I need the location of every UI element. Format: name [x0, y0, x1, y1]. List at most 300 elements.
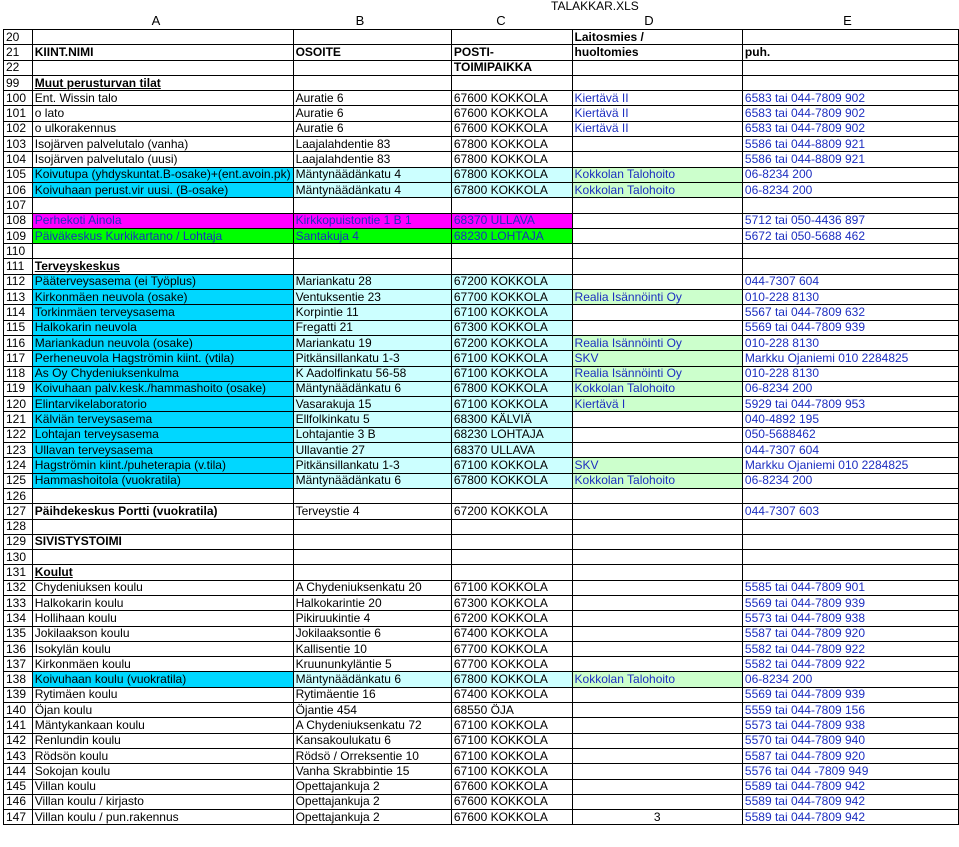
cell-c[interactable]: 67800 KOKKOLA — [451, 473, 572, 488]
cell-c[interactable]: 67600 KOKKOLA — [451, 810, 572, 825]
cell-e[interactable]: 5672 tai 050-5688 462 — [742, 228, 958, 243]
cell-a[interactable]: Rödsön koulu — [32, 748, 293, 763]
row-number[interactable]: 100 — [4, 91, 33, 106]
cell-b[interactable] — [293, 488, 451, 503]
cell-a[interactable]: Isojärven palvelutalo (uusi) — [32, 152, 293, 167]
cell-c[interactable]: 67200 KOKKOLA — [451, 504, 572, 519]
cell-e[interactable] — [742, 60, 958, 75]
cell-c[interactable]: 67400 KOKKOLA — [451, 687, 572, 702]
cell-a[interactable]: Koivuhaan perust.vir uusi. (B-osake) — [32, 182, 293, 197]
cell-c[interactable]: 67600 KOKKOLA — [451, 91, 572, 106]
cell-d[interactable] — [572, 641, 742, 656]
cell-c[interactable]: 68370 ULLAVA — [451, 213, 572, 228]
cell-d[interactable]: Kokkolan Talohoito — [572, 167, 742, 182]
cell-d[interactable] — [572, 488, 742, 503]
row-number[interactable]: 127 — [4, 504, 33, 519]
cell-b[interactable] — [293, 550, 451, 565]
row-number[interactable]: 144 — [4, 764, 33, 779]
cell-b[interactable]: Ellfolkinkatu 5 — [293, 412, 451, 427]
cell-b[interactable]: Laajalahdentie 83 — [293, 152, 451, 167]
cell-a[interactable]: Villan koulu — [32, 779, 293, 794]
cell-e[interactable]: 5559 tai 044-7809 156 — [742, 703, 958, 718]
cell-b[interactable]: K Aadolfinkatu 56-58 — [293, 366, 451, 381]
row-number[interactable]: 107 — [4, 198, 33, 213]
cell-b[interactable]: Mäntynäädänkatu 6 — [293, 672, 451, 687]
cell-e[interactable] — [742, 30, 958, 45]
cell-c[interactable]: 67100 KOKKOLA — [451, 733, 572, 748]
cell-a[interactable]: Jokilaakson koulu — [32, 626, 293, 641]
cell-b[interactable]: Ullavantie 27 — [293, 443, 451, 458]
cell-e[interactable]: 06-8234 200 — [742, 182, 958, 197]
cell-c[interactable]: 67100 KOKKOLA — [451, 718, 572, 733]
cell-e[interactable]: 5586 tai 044-8809 921 — [742, 137, 958, 152]
cell-a[interactable] — [32, 488, 293, 503]
cell-e[interactable]: 06-8234 200 — [742, 167, 958, 182]
cell-e[interactable]: 5567 tai 044-7809 632 — [742, 305, 958, 320]
cell-b[interactable] — [293, 198, 451, 213]
row-number[interactable]: 21 — [4, 45, 33, 60]
cell-c[interactable]: 67400 KOKKOLA — [451, 626, 572, 641]
cell-b[interactable]: Ventuksentie 23 — [293, 290, 451, 305]
cell-c[interactable] — [451, 565, 572, 580]
row-number[interactable]: 111 — [4, 259, 33, 274]
cell-d[interactable] — [572, 244, 742, 259]
cell-d[interactable]: Kiertävä II — [572, 121, 742, 136]
cell-e[interactable]: 5570 tai 044-7809 940 — [742, 733, 958, 748]
cell-c[interactable]: 67800 KOKKOLA — [451, 672, 572, 687]
cell-b[interactable]: Korpintie 11 — [293, 305, 451, 320]
cell-d[interactable]: Laitosmies / — [572, 30, 742, 45]
cell-a[interactable]: SIVISTYSTOIMI — [32, 534, 293, 549]
cell-e[interactable]: 06-8234 200 — [742, 381, 958, 396]
cell-d[interactable] — [572, 550, 742, 565]
cell-c[interactable] — [451, 75, 572, 90]
row-number[interactable]: 120 — [4, 397, 33, 412]
row-number[interactable]: 106 — [4, 182, 33, 197]
cell-e[interactable]: 5573 tai 044-7809 938 — [742, 611, 958, 626]
cell-c[interactable]: 67100 KOKKOLA — [451, 580, 572, 595]
cell-b[interactable]: Rödsö / Orreksentie 10 — [293, 748, 451, 763]
cell-d[interactable]: Kokkolan Talohoito — [572, 381, 742, 396]
cell-d[interactable] — [572, 75, 742, 90]
cell-d[interactable] — [572, 259, 742, 274]
cell-c[interactable]: 68230 LOHTAJA — [451, 427, 572, 442]
cell-a[interactable]: Elintarvikelaboratorio — [32, 397, 293, 412]
cell-e[interactable]: 06-8234 200 — [742, 473, 958, 488]
cell-d[interactable] — [572, 779, 742, 794]
cell-b[interactable]: Vasarakuja 15 — [293, 397, 451, 412]
row-number[interactable]: 138 — [4, 672, 33, 687]
cell-a[interactable]: o lato — [32, 106, 293, 121]
cell-a[interactable]: Lohtajan terveysasema — [32, 427, 293, 442]
cell-b[interactable] — [293, 60, 451, 75]
cell-d[interactable] — [572, 427, 742, 442]
cell-c[interactable] — [451, 534, 572, 549]
cell-e[interactable]: 5569 tai 044-7809 939 — [742, 595, 958, 610]
cell-a[interactable]: Ent. Wissin talo — [32, 91, 293, 106]
cell-a[interactable]: As Oy Chydeniuksenkulma — [32, 366, 293, 381]
cell-d[interactable] — [572, 626, 742, 641]
cell-b[interactable]: OSOITE — [293, 45, 451, 60]
cell-a[interactable]: KIINT.NIMI — [32, 45, 293, 60]
cell-d[interactable]: Kiertävä I — [572, 397, 742, 412]
row-number[interactable]: 117 — [4, 351, 33, 366]
column-header-e[interactable]: E — [843, 13, 852, 28]
cell-d[interactable]: SKV — [572, 351, 742, 366]
row-number[interactable]: 99 — [4, 75, 33, 90]
cell-a[interactable]: Rytimäen koulu — [32, 687, 293, 702]
cell-c[interactable]: 67100 KOKKOLA — [451, 351, 572, 366]
cell-a[interactable] — [32, 244, 293, 259]
cell-d[interactable] — [572, 687, 742, 702]
cell-d[interactable]: Kiertävä II — [572, 91, 742, 106]
cell-a[interactable] — [32, 198, 293, 213]
cell-b[interactable]: Mäntynäädänkatu 6 — [293, 473, 451, 488]
row-number[interactable]: 125 — [4, 473, 33, 488]
cell-b[interactable]: Kirkkopuistontie 1 B 1 — [293, 213, 451, 228]
cell-b[interactable]: Fregatti 21 — [293, 320, 451, 335]
cell-c[interactable]: 67800 KOKKOLA — [451, 152, 572, 167]
cell-b[interactable]: Opettajankuja 2 — [293, 810, 451, 825]
cell-c[interactable]: POSTI- — [451, 45, 572, 60]
row-number[interactable]: 128 — [4, 519, 33, 534]
row-number[interactable]: 121 — [4, 412, 33, 427]
cell-a[interactable]: Torkinmäen terveysasema — [32, 305, 293, 320]
cell-c[interactable]: 67100 KOKKOLA — [451, 458, 572, 473]
cell-b[interactable]: A Chydeniuksenkatu 20 — [293, 580, 451, 595]
cell-c[interactable] — [451, 488, 572, 503]
cell-d[interactable] — [572, 519, 742, 534]
row-number[interactable]: 113 — [4, 290, 33, 305]
cell-d[interactable] — [572, 228, 742, 243]
cell-e[interactable]: 6583 tai 044-7809 902 — [742, 121, 958, 136]
cell-c[interactable]: 67600 KOKKOLA — [451, 794, 572, 809]
cell-a[interactable]: Halkokarin koulu — [32, 595, 293, 610]
cell-e[interactable]: 010-228 8130 — [742, 290, 958, 305]
cell-d[interactable] — [572, 504, 742, 519]
cell-a[interactable]: Perhekoti Ainola — [32, 213, 293, 228]
cell-b[interactable]: Opettajankuja 2 — [293, 779, 451, 794]
cell-b[interactable] — [293, 244, 451, 259]
cell-a[interactable]: Chydeniuksen koulu — [32, 580, 293, 595]
row-number[interactable]: 145 — [4, 779, 33, 794]
cell-a[interactable]: Renlundin koulu — [32, 733, 293, 748]
cell-a[interactable]: Öjan koulu — [32, 703, 293, 718]
cell-e[interactable]: 5587 tai 044-7809 920 — [742, 748, 958, 763]
cell-d[interactable] — [572, 595, 742, 610]
cell-d[interactable] — [572, 565, 742, 580]
row-number[interactable]: 123 — [4, 443, 33, 458]
cell-b[interactable]: Mariankatu 28 — [293, 274, 451, 289]
cell-e[interactable]: 5582 tai 044-7809 922 — [742, 657, 958, 672]
cell-e[interactable]: 06-8234 200 — [742, 672, 958, 687]
cell-e[interactable] — [742, 244, 958, 259]
row-number[interactable]: 147 — [4, 810, 33, 825]
cell-e[interactable] — [742, 550, 958, 565]
cell-e[interactable]: 5582 tai 044-7809 922 — [742, 641, 958, 656]
cell-a[interactable]: Terveyskeskus — [32, 259, 293, 274]
cell-e[interactable]: 5586 tai 044-8809 921 — [742, 152, 958, 167]
row-number[interactable]: 114 — [4, 305, 33, 320]
row-number[interactable]: 140 — [4, 703, 33, 718]
cell-a[interactable]: Ullavan terveysasema — [32, 443, 293, 458]
cell-a[interactable]: Koulut — [32, 565, 293, 580]
cell-c[interactable]: 67800 KOKKOLA — [451, 167, 572, 182]
column-header-a[interactable]: A — [151, 13, 161, 28]
cell-e[interactable]: 5573 tai 044-7809 938 — [742, 718, 958, 733]
cell-c[interactable]: 67300 KOKKOLA — [451, 320, 572, 335]
cell-e[interactable]: Markku Ojaniemi 010 2284825 — [742, 351, 958, 366]
cell-d[interactable] — [572, 733, 742, 748]
cell-d[interactable] — [572, 152, 742, 167]
cell-d[interactable] — [572, 137, 742, 152]
row-number[interactable]: 130 — [4, 550, 33, 565]
cell-c[interactable] — [451, 30, 572, 45]
cell-a[interactable]: Villan koulu / kirjasto — [32, 794, 293, 809]
row-number[interactable]: 126 — [4, 488, 33, 503]
cell-a[interactable]: Perheneuvola Hagströmin kiint. (vtila) — [32, 351, 293, 366]
cell-d[interactable] — [572, 748, 742, 763]
cell-a[interactable]: o ulkorakennus — [32, 121, 293, 136]
cell-b[interactable]: Terveystie 4 — [293, 504, 451, 519]
cell-a[interactable]: Koivutupa (yhdyskuntat.B-osake)+(ent.avoin.pk) — [32, 167, 293, 182]
row-number[interactable]: 103 — [4, 137, 33, 152]
cell-d[interactable] — [572, 213, 742, 228]
cell-e[interactable]: 040-4892 195 — [742, 412, 958, 427]
cell-a[interactable] — [32, 550, 293, 565]
cell-b[interactable]: A Chydeniuksenkatu 72 — [293, 718, 451, 733]
cell-c[interactable]: 67600 KOKKOLA — [451, 106, 572, 121]
cell-d[interactable] — [572, 198, 742, 213]
column-header-c[interactable]: C — [496, 13, 506, 28]
cell-b[interactable]: Auratie 6 — [293, 106, 451, 121]
row-number[interactable]: 20 — [4, 30, 33, 45]
cell-c[interactable]: 67100 KOKKOLA — [451, 366, 572, 381]
cell-b[interactable]: Mariankatu 19 — [293, 335, 451, 350]
cell-c[interactable]: 67800 KOKKOLA — [451, 381, 572, 396]
cell-b[interactable]: Rytimäentie 16 — [293, 687, 451, 702]
cell-e[interactable]: 5589 tai 044-7809 942 — [742, 779, 958, 794]
cell-e[interactable] — [742, 198, 958, 213]
cell-e[interactable]: 5929 tai 044-7809 953 — [742, 397, 958, 412]
cell-d[interactable]: Kokkolan Talohoito — [572, 473, 742, 488]
cell-d[interactable]: Realia Isännöinti Oy — [572, 290, 742, 305]
cell-b[interactable]: Lohtajantie 3 B — [293, 427, 451, 442]
row-number[interactable]: 109 — [4, 228, 33, 243]
cell-a[interactable]: Pääterveysasema (ei Työplus) — [32, 274, 293, 289]
cell-d[interactable]: Kiertävä II — [572, 106, 742, 121]
row-number[interactable]: 124 — [4, 458, 33, 473]
cell-c[interactable]: 67600 KOKKOLA — [451, 779, 572, 794]
cell-e[interactable]: 5712 tai 050-4436 897 — [742, 213, 958, 228]
cell-b[interactable] — [293, 519, 451, 534]
cell-e[interactable]: 044-7307 604 — [742, 274, 958, 289]
row-number[interactable]: 137 — [4, 657, 33, 672]
cell-c[interactable]: 68300 KÄLVIÄ — [451, 412, 572, 427]
cell-d[interactable]: Realia Isännöinti Oy — [572, 366, 742, 381]
cell-d[interactable]: Kokkolan Talohoito — [572, 182, 742, 197]
cell-b[interactable]: Pitkänsillankatu 1-3 — [293, 458, 451, 473]
cell-b[interactable] — [293, 30, 451, 45]
cell-d[interactable] — [572, 611, 742, 626]
cell-c[interactable] — [451, 259, 572, 274]
cell-a[interactable]: Hollihaan koulu — [32, 611, 293, 626]
row-number[interactable]: 122 — [4, 427, 33, 442]
cell-d[interactable] — [572, 274, 742, 289]
column-header-d[interactable]: D — [644, 13, 654, 28]
row-number[interactable]: 105 — [4, 167, 33, 182]
cell-e[interactable]: puh. — [742, 45, 958, 60]
cell-e[interactable]: Markku Ojaniemi 010 2284825 — [742, 458, 958, 473]
row-number[interactable]: 133 — [4, 595, 33, 610]
cell-e[interactable] — [742, 259, 958, 274]
cell-e[interactable]: 010-228 8130 — [742, 366, 958, 381]
cell-d[interactable] — [572, 764, 742, 779]
row-number[interactable]: 22 — [4, 60, 33, 75]
cell-b[interactable]: Santakuja 4 — [293, 228, 451, 243]
cell-c[interactable]: 67100 KOKKOLA — [451, 305, 572, 320]
cell-c[interactable]: 67200 KOKKOLA — [451, 335, 572, 350]
cell-a[interactable]: Hammashoitola (vuokratila) — [32, 473, 293, 488]
cell-c[interactable]: TOIMIPAIKKA — [451, 60, 572, 75]
cell-a[interactable]: Muut perusturvan tilat — [32, 75, 293, 90]
cell-a[interactable]: Päihdekeskus Portti (vuokratila) — [32, 504, 293, 519]
cell-d[interactable] — [572, 657, 742, 672]
cell-c[interactable]: 67100 KOKKOLA — [451, 764, 572, 779]
cell-e[interactable]: 050-5688462 — [742, 427, 958, 442]
cell-b[interactable]: Halkokarintie 20 — [293, 595, 451, 610]
cell-e[interactable]: 5576 tai 044 -7809 949 — [742, 764, 958, 779]
cell-c[interactable]: 68550 ÖJA — [451, 703, 572, 718]
row-number[interactable]: 142 — [4, 733, 33, 748]
cell-c[interactable]: 67700 KOKKOLA — [451, 657, 572, 672]
cell-e[interactable]: 044-7307 603 — [742, 504, 958, 519]
cell-d[interactable] — [572, 718, 742, 733]
column-header-b[interactable]: B — [355, 13, 365, 28]
cell-a[interactable]: Hagströmin kiint./puheterapia (v.tila) — [32, 458, 293, 473]
cell-c[interactable]: 67200 KOKKOLA — [451, 611, 572, 626]
cell-a[interactable] — [32, 30, 293, 45]
cell-b[interactable]: Mäntynäädänkatu 4 — [293, 182, 451, 197]
cell-b[interactable]: Mäntynäädänkatu 6 — [293, 381, 451, 396]
cell-e[interactable] — [742, 488, 958, 503]
cell-e[interactable]: 5587 tai 044-7809 920 — [742, 626, 958, 641]
cell-e[interactable]: 5589 tai 044-7809 942 — [742, 810, 958, 825]
cell-b[interactable]: Vanha Skrabbintie 15 — [293, 764, 451, 779]
cell-c[interactable]: 68230 LOHTAJA — [451, 228, 572, 243]
cell-a[interactable]: Koivuhaan koulu (vuokratila) — [32, 672, 293, 687]
row-number[interactable]: 115 — [4, 320, 33, 335]
row-number[interactable]: 136 — [4, 641, 33, 656]
cell-a[interactable]: Isojärven palvelutalo (vanha) — [32, 137, 293, 152]
cell-b[interactable]: Jokilaaksontie 6 — [293, 626, 451, 641]
cell-a[interactable]: Halkokarin neuvola — [32, 320, 293, 335]
cell-d[interactable] — [572, 443, 742, 458]
cell-d[interactable] — [572, 534, 742, 549]
row-number[interactable]: 139 — [4, 687, 33, 702]
row-number[interactable]: 135 — [4, 626, 33, 641]
cell-d[interactable]: Kokkolan Talohoito — [572, 672, 742, 687]
cell-e[interactable]: 6583 tai 044-7809 902 — [742, 91, 958, 106]
cell-e[interactable]: 5585 tai 044-7809 901 — [742, 580, 958, 595]
cell-b[interactable]: Kansakoulukatu 6 — [293, 733, 451, 748]
cell-a[interactable]: Mariankadun neuvola (osake) — [32, 335, 293, 350]
cell-c[interactable]: 67100 KOKKOLA — [451, 748, 572, 763]
cell-d[interactable] — [572, 412, 742, 427]
cell-e[interactable]: 5569 tai 044-7809 939 — [742, 320, 958, 335]
row-number[interactable]: 112 — [4, 274, 33, 289]
cell-e[interactable]: 044-7307 604 — [742, 443, 958, 458]
cell-a[interactable]: Kälviän terveysasema — [32, 412, 293, 427]
cell-e[interactable]: 5569 tai 044-7809 939 — [742, 687, 958, 702]
cell-a[interactable]: Kirkonmäen neuvola (osake) — [32, 290, 293, 305]
cell-a[interactable]: Villan koulu / pun.rakennus — [32, 810, 293, 825]
row-number[interactable]: 134 — [4, 611, 33, 626]
cell-a[interactable]: Mäntykankaan koulu — [32, 718, 293, 733]
cell-b[interactable]: Kruununkyläntie 5 — [293, 657, 451, 672]
cell-c[interactable]: 67700 KOKKOLA — [451, 641, 572, 656]
cell-d[interactable]: Realia Isännöinti Oy — [572, 335, 742, 350]
cell-c[interactable]: 68370 ULLAVA — [451, 443, 572, 458]
cell-a[interactable]: Päiväkeskus Kurkikartano / Lohtaja — [32, 228, 293, 243]
cell-e[interactable] — [742, 75, 958, 90]
row-number[interactable]: 129 — [4, 534, 33, 549]
cell-a[interactable]: Koivuhaan palv.kesk./hammashoito (osake) — [32, 381, 293, 396]
cell-b[interactable]: Pikiruukintie 4 — [293, 611, 451, 626]
cell-a[interactable]: Isokylän koulu — [32, 641, 293, 656]
cell-c[interactable] — [451, 244, 572, 259]
row-number[interactable]: 118 — [4, 366, 33, 381]
cell-b[interactable] — [293, 565, 451, 580]
cell-e[interactable] — [742, 565, 958, 580]
cell-b[interactable]: Kallisentie 10 — [293, 641, 451, 656]
row-number[interactable]: 143 — [4, 748, 33, 763]
cell-b[interactable]: Mäntynäädänkatu 4 — [293, 167, 451, 182]
row-number[interactable]: 110 — [4, 244, 33, 259]
cell-b[interactable] — [293, 534, 451, 549]
cell-c[interactable]: 67800 KOKKOLA — [451, 137, 572, 152]
cell-b[interactable]: Opettajankuja 2 — [293, 794, 451, 809]
row-number[interactable]: 119 — [4, 381, 33, 396]
cell-a[interactable]: Sokojan koulu — [32, 764, 293, 779]
row-number[interactable]: 132 — [4, 580, 33, 595]
cell-c[interactable]: 67800 KOKKOLA — [451, 182, 572, 197]
cell-d[interactable]: SKV — [572, 458, 742, 473]
cell-a[interactable]: Kirkonmäen koulu — [32, 657, 293, 672]
cell-d[interactable] — [572, 580, 742, 595]
cell-b[interactable]: Öjantie 454 — [293, 703, 451, 718]
cell-c[interactable]: 67600 KOKKOLA — [451, 121, 572, 136]
cell-c[interactable] — [451, 519, 572, 534]
cell-e[interactable] — [742, 519, 958, 534]
cell-d[interactable] — [572, 60, 742, 75]
cell-c[interactable]: 67200 KOKKOLA — [451, 274, 572, 289]
cell-a[interactable] — [32, 519, 293, 534]
cell-b[interactable]: Auratie 6 — [293, 121, 451, 136]
cell-b[interactable]: Laajalahdentie 83 — [293, 137, 451, 152]
cell-c[interactable]: 67700 KOKKOLA — [451, 290, 572, 305]
row-number[interactable]: 102 — [4, 121, 33, 136]
cell-e[interactable]: 010-228 8130 — [742, 335, 958, 350]
cell-e[interactable]: 6583 tai 044-7809 902 — [742, 106, 958, 121]
cell-d[interactable] — [572, 794, 742, 809]
row-number[interactable]: 108 — [4, 213, 33, 228]
row-number[interactable]: 101 — [4, 106, 33, 121]
row-number[interactable]: 131 — [4, 565, 33, 580]
cell-b[interactable] — [293, 75, 451, 90]
cell-d[interactable]: 3 — [572, 810, 742, 825]
cell-c[interactable] — [451, 550, 572, 565]
